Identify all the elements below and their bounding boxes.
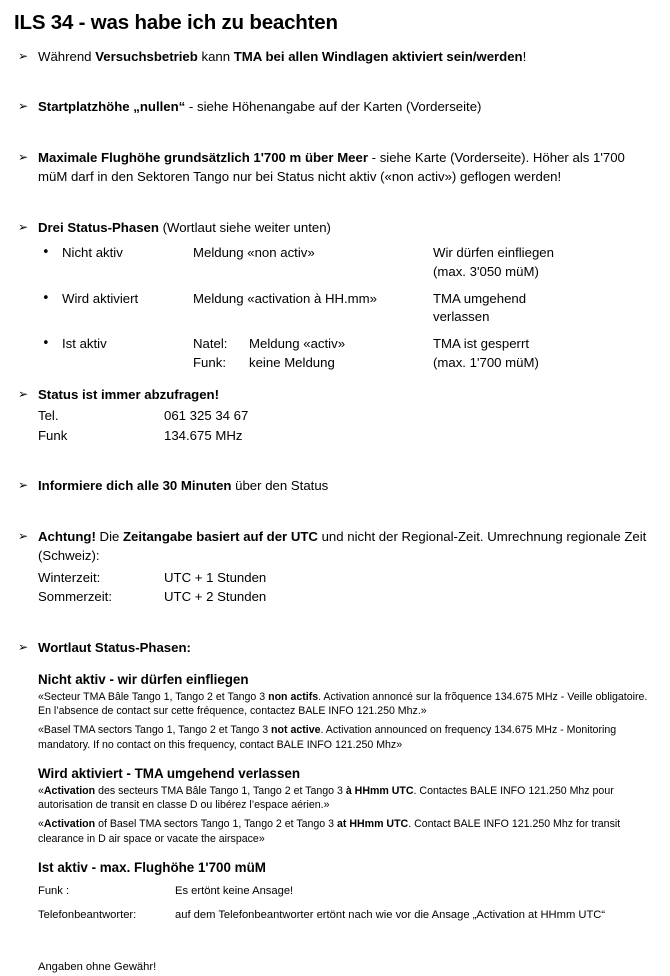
bullet-drei-status-phasen <box>0 219 670 373</box>
status-phase-row <box>38 290 656 327</box>
footer-disclaimer: Angaben ohne Gewähr! <box>38 960 157 973</box>
wortlaut-bold: non actifs <box>268 690 319 703</box>
arrow-bullet-icon: ➢ <box>18 639 29 654</box>
bullet-status-abfragen <box>0 386 670 405</box>
bullet-maximale-flughoehe <box>0 149 670 186</box>
phase-effect <box>433 244 656 281</box>
contact-label: Tel. <box>38 408 59 424</box>
arrow-bullet-icon: ➢ <box>18 48 29 63</box>
arrow-bullet-icon: ➢ <box>18 99 29 114</box>
phase-message: Meldung «non activ» <box>193 245 315 261</box>
dot-bullet-icon: • <box>42 336 50 352</box>
phase-submessage-value: keine Meldung <box>249 354 335 370</box>
wortlaut-paragraph <box>38 784 656 813</box>
phase-effect-line2: (max. 1'700 müM) <box>433 354 539 370</box>
phase-submessage-label: Funk: <box>193 354 226 370</box>
phase-submessage-value: Meldung «activ» <box>249 336 346 352</box>
wortlaut-pre: «Secteur TMA Bâle Tango 1, Tango 2 et Tango 3 <box>38 690 269 703</box>
bullet-achtung-utc <box>0 528 670 565</box>
text-achtung-part3: und nicht der Regional-Zeit. Umrechnung regionale Zeit (Schweiz): <box>38 529 647 563</box>
phase-message: Meldung «activation à HH.mm» <box>193 290 377 306</box>
wortlaut-bold: not active <box>271 724 321 737</box>
time-conversion-table <box>0 568 670 607</box>
phase-state: Wird aktiviert <box>62 290 139 306</box>
status-phase-list <box>38 244 656 372</box>
text-versuchsbetrieb-part3: ! <box>522 48 527 64</box>
wortlaut-paragraph <box>38 723 656 752</box>
text-wortlaut-bold1: Wortlaut Status-Phasen: <box>38 639 191 655</box>
arrow-bullet-icon: ➢ <box>18 478 29 493</box>
arrow-bullet-icon: ➢ <box>18 219 29 234</box>
phase-effect <box>433 290 656 327</box>
ist-aktiv-label: Telefonbeantworter: <box>38 909 137 922</box>
ist-aktiv-row <box>38 884 656 900</box>
text-versuchsbetrieb-bold2: TMA bei allen Windlagen aktiviert sein/werden <box>233 48 523 64</box>
wortlaut-paragraph <box>38 817 656 846</box>
contact-table <box>0 406 670 445</box>
text-drei-phasen-part2: (Wortlaut siehe weiter unten) <box>158 219 331 235</box>
phase-effect-line2: (max. 3'050 müM) <box>433 263 539 279</box>
text-drei-phasen-bold1: Drei Status-Phasen <box>38 219 159 235</box>
phase-state: Nicht aktiv <box>62 245 123 261</box>
text-versuchsbetrieb-part2: kann <box>197 48 234 64</box>
contact-value: 061 325 34 67 <box>164 408 249 424</box>
text-informiere-part2: über den Status <box>231 478 329 494</box>
dot-bullet-icon: • <box>42 290 50 306</box>
phase-effect-line1: TMA ist gesperrt <box>433 336 530 352</box>
arrow-bullet-icon: ➢ <box>18 386 29 401</box>
phase-effect <box>433 335 656 372</box>
time-conversion-row <box>38 587 670 607</box>
time-conversion-label: Sommerzeit: <box>38 589 113 605</box>
phase-effect-line1: TMA umgehend <box>433 290 527 306</box>
time-conversion-value: UTC + 2 Stunden <box>164 589 267 605</box>
wortlaut-post: . Activation announced on frequency 134.675 MHz - Monitoring mandatory. If no contact on this frequency, contact BALE INFO 121.250 Mhz» <box>38 724 617 751</box>
text-versuchsbetrieb-bold1: Versuchsbetrieb <box>95 48 198 64</box>
bullet-versuchsbetrieb <box>0 48 670 67</box>
phase-submessage-label: Natel: <box>193 336 228 352</box>
contact-row <box>38 406 670 426</box>
text-startplatzhoehe-part2: - siehe Höhenangabe auf der Karten (Vorderseite) <box>185 99 482 115</box>
phase-state: Ist aktiv <box>62 336 107 352</box>
text-flughoehe-part2: - siehe Karte (Vorderseite). Höher als 1'700 müM darf in den Sektoren Tango nur bei Status nicht aktiv («non activ») geflogen werden! <box>38 150 625 184</box>
wortlaut-heading: Wird aktiviert - TMA umgehend verlassen <box>38 766 301 782</box>
wortlaut-post: . Contactes BALE INFO 121.250 Mhz pour autorisation de transit en classe D ou libérez l’espace aérien.» <box>38 784 614 812</box>
time-conversion-label: Winterzeit: <box>38 569 101 585</box>
text-achtung-part2: Die <box>95 529 123 545</box>
wortlaut-pre: «Basel TMA sectors Tango 1, Tango 2 et Tango 3 <box>38 724 272 737</box>
time-conversion-value: UTC + 1 Stunden <box>164 569 267 585</box>
wortlaut-bold: Activation <box>43 817 96 830</box>
phase-effect-line1: Wir dürfen einfliegen <box>433 245 554 261</box>
ist-aktiv-value: auf dem Telefonbeantworter ertönt nach wie vor die Ansage „Activation at HHmm UTC“ <box>175 909 606 922</box>
wortlaut-pre: « <box>38 817 44 830</box>
text-startplatzhoehe-bold1: Startplatzhöhe „nullen“ <box>38 99 186 115</box>
page-title: ILS 34 - was habe ich zu beachten <box>14 11 338 34</box>
status-phase-row <box>38 335 656 372</box>
ist-aktiv-row <box>38 908 656 924</box>
bullet-informiere <box>0 477 670 496</box>
wortlaut-mid: des secteurs TMA Bâle Tango 1, Tango 2 et Tango 3 <box>95 784 346 797</box>
wortlaut-heading: Nicht aktiv - wir dürfen einfliegen <box>38 672 249 688</box>
contact-label: Funk <box>38 427 68 443</box>
wortlaut-bold2: at HHmm UTC <box>336 817 409 830</box>
arrow-bullet-icon: ➢ <box>18 150 29 165</box>
wortlaut-heading: Ist aktiv - max. Flughöhe 1'700 müM <box>38 860 266 876</box>
text-versuchsbetrieb-part1: Während <box>38 48 96 64</box>
contact-row <box>38 426 670 446</box>
status-phase-row <box>38 244 656 281</box>
phase-effect-line2: verlassen <box>433 309 490 325</box>
text-achtung-bold2: Zeitangabe basiert auf der UTC <box>123 529 318 545</box>
text-achtung-bold1: Achtung! <box>38 529 96 545</box>
contact-value: 134.675 MHz <box>164 427 243 443</box>
phase-message-sub <box>193 335 433 372</box>
wortlaut-pre: « <box>38 784 44 797</box>
text-informiere-bold1: Informiere dich alle 30 Minuten <box>38 478 232 494</box>
wortlaut-bold2: à HHmm UTC <box>345 784 414 797</box>
text-status-abfragen-bold1: Status ist immer abzufragen! <box>38 386 219 402</box>
text-flughoehe-bold1: Maximale Flughöhe grundsätzlich 1'700 m über Meer <box>38 150 368 166</box>
ist-aktiv-value: Es ertönt keine Ansage! <box>175 884 294 897</box>
dot-bullet-icon: • <box>42 245 50 261</box>
wortlaut-sections <box>0 671 670 876</box>
bullet-startplatzhoehe <box>0 98 670 117</box>
ist-aktiv-table <box>0 884 670 924</box>
wortlaut-mid: of Basel TMA sectors Tango 1, Tango 2 et Tango 3 <box>95 817 337 830</box>
wortlaut-bold: Activation <box>43 784 96 797</box>
arrow-bullet-icon: ➢ <box>18 529 29 544</box>
ist-aktiv-label: Funk : <box>38 884 70 897</box>
time-conversion-row <box>38 568 670 588</box>
wortlaut-post: . Activation annoncé sur la frõquence 134.675 MHz - Veille obligatoire. En l’absence de contact sur cette fréquence, contactez BALE INFO 121.250 Mhz.» <box>38 690 648 718</box>
wortlaut-paragraph <box>38 690 656 719</box>
bullet-wortlaut <box>0 639 670 658</box>
wortlaut-post: . Contact BALE INFO 121.250 Mhz for transit clearance in D air space or vacate the airspace» <box>38 817 621 845</box>
